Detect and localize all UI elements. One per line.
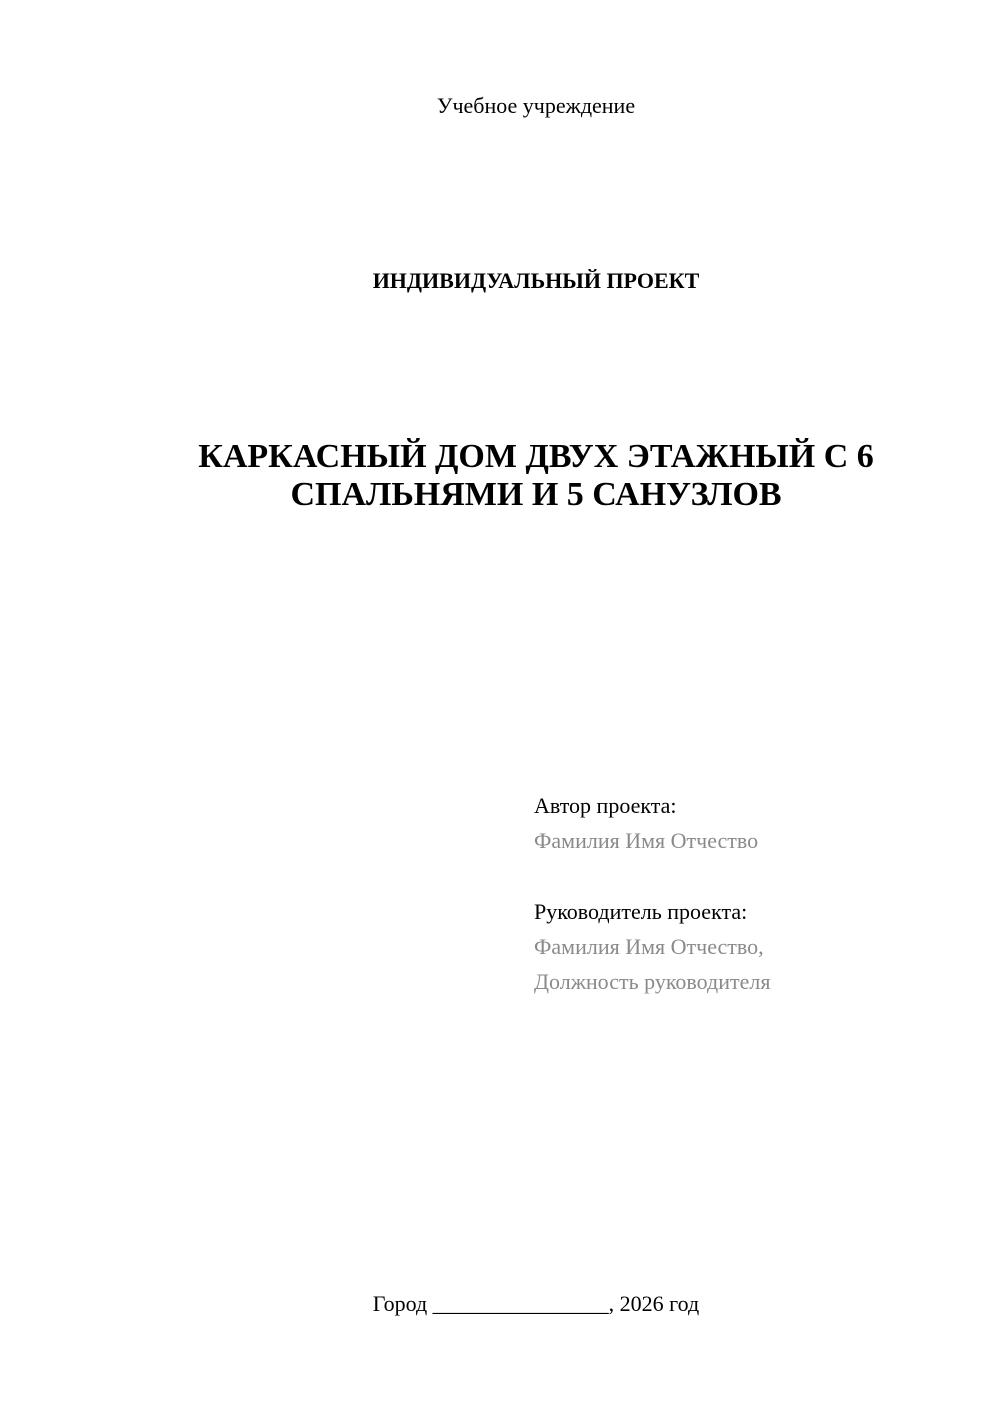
author-name: Фамилия Имя Отчество: [534, 828, 759, 853]
project-title: [100, 438, 972, 514]
supervisor-position: Должность руководителя: [534, 969, 771, 994]
city-year-footer: Город ________________, 2026 год: [372, 1291, 700, 1316]
credits-spacer: [534, 858, 974, 894]
document-type: ИНДИВИДУАЛЬНЫЙ ПРОЕКТ: [372, 268, 700, 293]
project-title-line-2: СПАЛЬНЯМИ И 5 САНУЗЛОВ: [290, 476, 782, 513]
credits-block: [534, 788, 974, 999]
institution-name: Учебное учреждение: [436, 93, 636, 118]
project-title-line-1: КАРКАСНЫЙ ДОМ ДВУХ ЭТАЖНЫЙ С 6: [198, 438, 874, 475]
supervisor-name: Фамилия Имя Отчество,: [534, 934, 764, 959]
supervisor-label: Руководитель проекта:: [534, 899, 748, 924]
author-label: Автор проекта:: [534, 793, 677, 818]
